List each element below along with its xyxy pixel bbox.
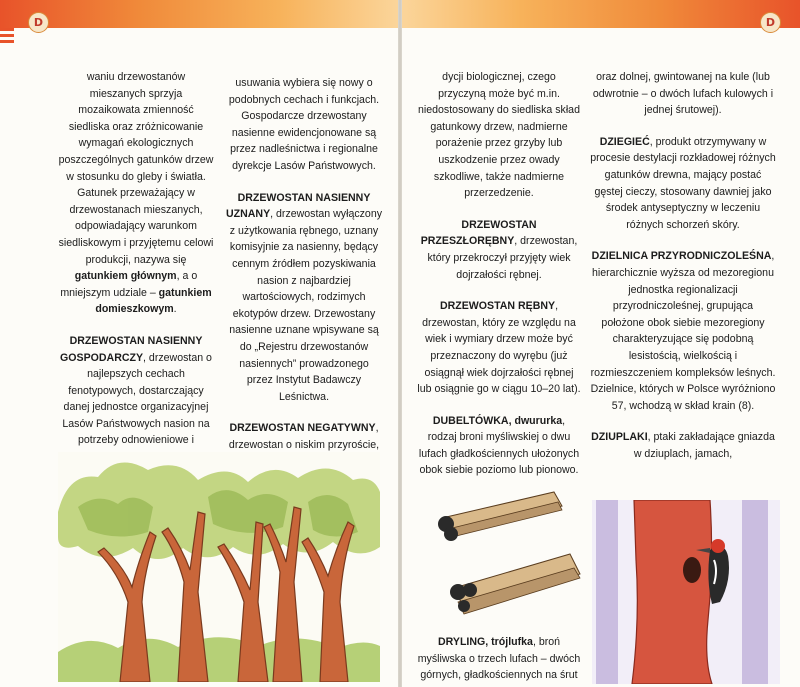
term-heading: gatunkiem domieszkowym	[95, 286, 212, 316]
section-letter-left: D	[28, 12, 49, 33]
paragraph	[417, 298, 581, 398]
term-heading: gatunkiem głównym	[74, 270, 177, 283]
tree-hollow	[683, 557, 701, 583]
term-heading: DRZEWOSTAN RĘBNY	[439, 300, 556, 313]
body-text: , rodzaj broni myśliwskiej o dwu lufach gładkościennych ułożonych obok siebie poziomo lub pionowo.	[418, 414, 580, 477]
right-page	[402, 0, 800, 687]
double-barrel	[438, 492, 562, 541]
paragraph	[590, 134, 776, 234]
body-text: , drzewostan o najlepszych cechach fenotypowych, dostarczający danej jednostce organizacyjnej Lasów Państwowych nasion na potrzeby odnowieniowe i	[62, 351, 212, 447]
paragraph	[590, 248, 776, 414]
column-1	[58, 69, 214, 514]
paragraph	[417, 634, 581, 684]
body-text: , broń myśliwska o trzech lufach – dwóch górnych, gładkościennych na śrut	[417, 636, 581, 682]
body-text: dycji biologicznej, czego przyczyną może być m.in. niedostosowany do siedliska skład gatunkowy drzew, nadmierne porażenie przez grzyby lub uszkodzenie przez owady szkodliwe, także nadmierne przerzedzenie.	[418, 71, 580, 200]
column-4	[590, 69, 776, 477]
paragraph	[226, 190, 382, 406]
body-text: .	[173, 303, 177, 316]
term-heading: DZIELNICA PRZYRODNICZOLEŚNA	[591, 250, 772, 263]
body-text: , a o mniejszym udziale –	[60, 270, 198, 299]
body-text: , produkt otrzymywany w procesie destylacji rozkładowej różnych gatunków drewna, mający postać gęstej cieczy, stosowany dawniej jako środek antyseptyczny w leczeniu różnych schorzeń skóry.	[590, 135, 776, 231]
section-letter-right: D	[760, 12, 781, 33]
forest-illustration	[58, 452, 380, 682]
body-text: waniu drzewostanów mieszanych sprzyja mozaikowata zmienność siedliska oraz zróżnicowanie wymagań ekologicznych poszczególnych gatunków drzew w stosunku do gleby i światła. Gatunek przeważający w drzewostanach mieszanych, odpowiadający warunkom siedliskowym i przyjętemu celowi produkcji, nazywa się	[58, 71, 214, 266]
left-page	[0, 0, 398, 687]
body-text: , drzewostan wyłączony z użytkowania rębnego, uznany komisyjnie za nasienny, będący cennym źródłem pozyskiwania nasion z najbardziej wartościowych, rodzimych ekotypów drzew. Drzewostany nasienne uznane wpisywane są do „Rejestru drzewostanów nasiennych” prowadzonego przez Instytut Badawczy Leśnictwa.	[229, 208, 383, 403]
term-heading: DRZEWOSTAN NASIENNY GOSPODARCZY	[60, 334, 203, 364]
column-3	[417, 69, 581, 494]
term-heading: DRZEWOSTAN NEGATYWNY	[229, 422, 376, 435]
triple-barrel	[450, 554, 580, 614]
column-2	[226, 75, 382, 502]
term-heading: DUBELTÓWKA, dwururka	[432, 414, 563, 427]
body-text: , drzewostan, który ze względu na wiek i wymiary drzew może być przeznaczony do wyrębu (już osiągnął wiek dojrzałości rębnej lub osiągnie go w ciągu 10–20 lat).	[417, 300, 581, 396]
paragraph	[590, 429, 776, 462]
paragraph	[590, 69, 776, 119]
woodpecker-illustration	[592, 500, 780, 684]
paragraph	[58, 69, 214, 318]
paragraph	[417, 413, 581, 479]
paragraph	[417, 217, 581, 283]
body-text: oraz dolnej, gwintowanej na kule (lub odwrotnie – o dwóch lufach kulowych i jednej śrutowej).	[592, 71, 774, 117]
term-heading: DRZEWOSTAN PRZESZŁORĘBNY	[420, 218, 537, 248]
term-heading: DRYLING, trójlufka	[437, 636, 533, 648]
term-heading: DZIEGIEĆ	[599, 135, 650, 148]
shotgun-barrels-illustration	[434, 490, 584, 626]
body-text: , drzewostan, który przekroczył przyjęty wiek dojrzałości rębnej.	[427, 235, 578, 281]
body-text: , hierarchicznie wyższa od mezoregionu jednostka regionalizacji przyrodniczoleśnej, grupująca położone obok siebie mezoregiony charakteryzujące się podobną lesistością, wielkością i rozmieszczeniem kompleksów leśnych. Dzielnice, których w Polsce wyróżniono 57, wchodzą w skład krain (8).	[590, 250, 776, 412]
body-text: , drzewostan o niskim przyroście,	[228, 422, 380, 451]
paragraph	[417, 69, 581, 202]
header-band-right	[402, 0, 800, 28]
paragraph	[226, 75, 382, 175]
body-text: , ptaki zakładające gniazda w dziuplach, jamach,	[633, 431, 775, 460]
header-band-left	[0, 0, 398, 28]
term-heading: DZIUPLAKI	[591, 431, 648, 444]
body-text: usuwania wybiera się nowy o podobnych cechach i funkcjach. Gospodarcze drzewostany nasienne ewidencjonowane są przez nadleśnictwa i regionalne dyrekcje Lasów Państwowych.	[228, 77, 380, 172]
tree-trunk	[632, 500, 712, 684]
edge-stripes	[0, 0, 14, 44]
column-3-continued	[417, 634, 581, 687]
term-heading: DRZEWOSTAN NASIENNY UZNANY	[226, 191, 371, 221]
